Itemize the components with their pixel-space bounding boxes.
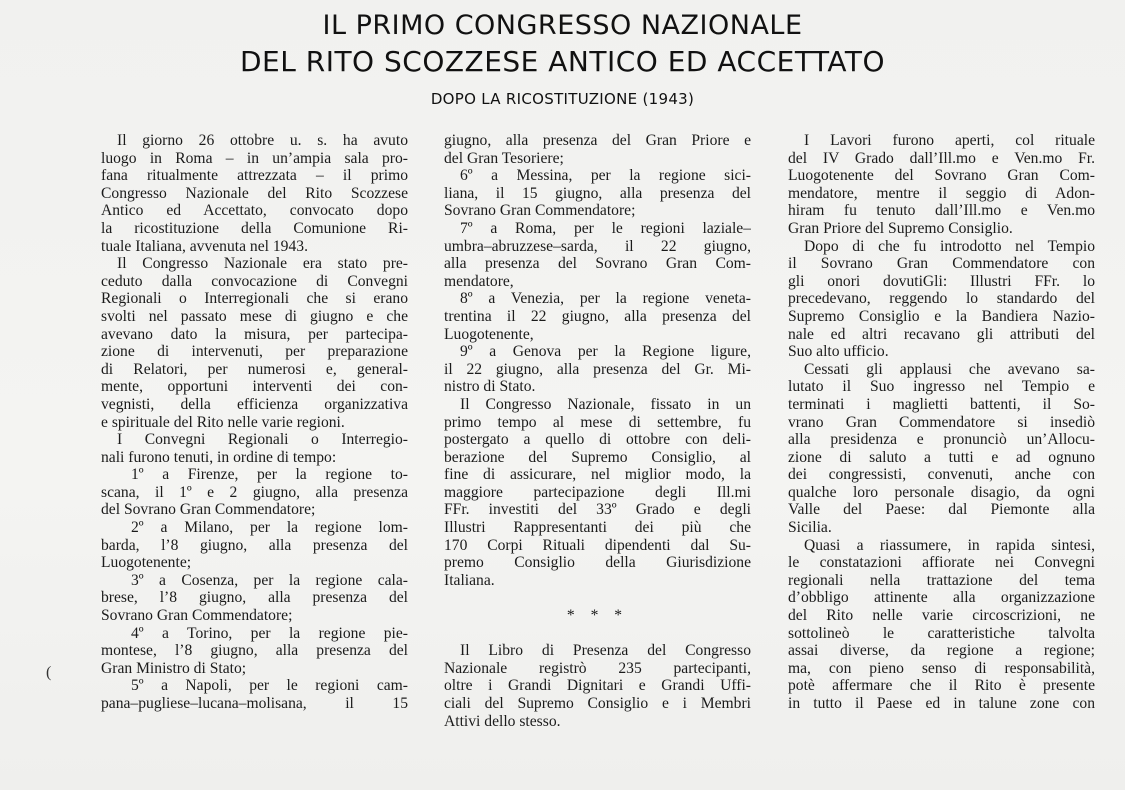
text-line: 1º a Firenze, per la regione to- <box>131 466 408 484</box>
text-line: 6º a Messina, per la regione sici- <box>460 167 751 185</box>
text-line: gli onori dovutiGli: Illustri FFr. lo <box>788 272 1095 290</box>
text-line: 8º a Venezia, per la regione veneta- <box>460 290 751 308</box>
text-line: mendatore, <box>444 272 514 290</box>
text-line: ciali del Supremo Consiglio e i Membri <box>444 695 751 712</box>
text-line: potè affermare che il Rito è presente <box>788 677 1095 695</box>
text-line: Sicilia. <box>788 519 832 537</box>
text-line: Suo alto ufficio. <box>788 343 889 361</box>
text-line: qualche loro personale disagio, da ogni <box>788 483 1095 501</box>
text-line: umbra–abruzzese–sarda, il 22 giugno, <box>444 237 751 255</box>
text-line: Il giorno 26 ottobre u. s. ha avuto <box>117 132 408 149</box>
text-line: brese, l’8 giugno, alla presenza del <box>101 589 408 607</box>
text-line: del Rito nelle varie circoscrizioni, ne <box>788 607 1095 625</box>
text-line: svolti nel passato mese di giugno e che <box>101 307 408 325</box>
text-line: avevano dato la misura, per partecipa- <box>101 325 408 343</box>
text-line: lutato il Suo ingresso nel Tempio e <box>788 378 1095 396</box>
text-line: ma, con pieno senso di responsabilità, <box>788 659 1095 677</box>
text-line: 2º a Milano, per la regione lom- <box>131 519 408 537</box>
article-title-line-1: IL PRIMO CONGRESSO NAZIONALE <box>322 10 803 41</box>
text-line: del Sovrano Gran Commendatore; <box>101 501 316 519</box>
text-line: Sovrano Gran Commendatore; <box>101 607 293 625</box>
margin-mark: ( <box>46 664 52 681</box>
text-line: regionali nella trattazione del tema <box>788 571 1095 589</box>
text-line: scana, il 1º e 2 giugno, alla presenza <box>101 483 408 501</box>
text-line: e spirituale del Rito nelle varie regioni. <box>101 413 345 431</box>
text-line: 170 Corpi Rituali dipendenti dal Su- <box>444 536 751 554</box>
text-line: Attivi dello stesso. <box>444 712 561 730</box>
text-line: ceduto dalla convocazione di Convegni <box>101 272 408 290</box>
text-line: del Gran Tesoriere; <box>444 149 564 167</box>
text-line: Cessati gli applausi che avevano sa- <box>804 360 1095 378</box>
text-line: Nazionale registrò 235 partecipanti, <box>444 659 751 677</box>
text-line: hiram fu tenuto dall’Ill.mo e Ven.mo <box>788 202 1095 220</box>
text-line: del IV Grado dall’Ill.mo e Ven.mo Fr. <box>788 149 1095 167</box>
text-line: FFr. investiti del 33º Grado e degli <box>444 501 751 519</box>
text-line: mente, opportuni interventi dei con- <box>101 378 408 396</box>
text-line: primo tempo al mese di settembre, fu <box>444 413 751 431</box>
text-line: Gran Ministro di Stato; <box>101 659 247 677</box>
text-line: I Convegni Regionali o Interregio- <box>117 431 408 449</box>
text-line: berazione del Supremo Consiglio, al <box>444 448 751 466</box>
text-line: luogo in Roma – in un’ampia sala pro- <box>101 149 408 167</box>
text-line: Italiana. <box>444 571 495 589</box>
text-line: Sovrano Gran Commendatore; <box>444 202 636 220</box>
text-line: di Relatori, per numerosi e, general- <box>101 360 408 378</box>
text-line: terminati i maglietti battenti, il So- <box>788 395 1095 413</box>
text-line: Antico ed Accettato, convocato dopo <box>101 202 408 220</box>
text-line: fana ritualmente attrezzata – il primo <box>101 167 408 185</box>
text-line: Luogotenente; <box>101 554 192 572</box>
text-line: il Sovrano Gran Commendatore con <box>788 255 1095 273</box>
text-line: Supremo Consiglio e la Bandiera Nazio- <box>788 307 1095 325</box>
text-line: 7º a Roma, per le regioni laziale– <box>460 219 751 237</box>
text-line: postergato a quello di ottobre con deli- <box>444 431 751 449</box>
text-line: alla presidenza e pronunciò un’Allocu- <box>788 431 1095 449</box>
text-line: Illustri Rappresentanti dei più che <box>444 519 751 537</box>
text-line: Luogotenente, <box>444 325 534 343</box>
text-line: Luogotenente del Sovrano Gran Com- <box>788 167 1095 185</box>
text-line: Il Congresso Nazionale era stato pre- <box>117 255 408 273</box>
text-line: maggiore partecipazione degli Ill.mi <box>444 483 751 501</box>
text-line: assai diverse, da regione a regione; <box>788 642 1095 660</box>
text-line: barda, l’8 giugno, alla presenza del <box>101 536 408 554</box>
text-line: in tutto il Paese ed in talune zone con <box>788 695 1095 712</box>
text-line: d’obbligo attinente alla organizzazione <box>788 589 1095 607</box>
text-line: 3º a Cosenza, per la regione cala- <box>131 571 408 589</box>
article-subtitle: DOPO LA RICOSTITUZIONE (1943) <box>430 90 695 108</box>
text-line: Dopo di che fu introdotto nel Tempio <box>804 237 1095 255</box>
text-line: liana, il 15 giugno, alla presenza del <box>444 184 751 202</box>
text-line: precedevano, reggendo lo standardo del <box>788 290 1095 308</box>
text-line: premo Consiglio della Giurisdizione <box>444 554 751 572</box>
text-line: vegnisti, della efficienza organizzativa <box>101 395 408 413</box>
text-line: dei congressisti, convenuti, anche con <box>788 466 1095 484</box>
text-line: il 22 giugno, alla presenza del Gr. Mi- <box>444 360 751 378</box>
text-line: fine di assicurare, nel miglior modo, la <box>444 466 751 484</box>
text-line: la ricostituzione della Comunione Ri- <box>101 219 408 237</box>
text-column-1 <box>101 132 408 713</box>
text-line: Gran Priore del Supremo Consiglio. <box>788 219 1013 237</box>
article-title-line-2: DEL RITO SCOZZESE ANTICO ED ACCETTATO <box>239 45 885 78</box>
text-line: Congresso Nazionale del Rito Scozzese <box>101 184 408 202</box>
text-line: oltre i Grandi Dignitari e Grandi Uffi- <box>444 677 751 695</box>
text-line: nistro di Stato. <box>444 378 536 396</box>
text-line: pana–pugliese–lucana–molisana, il 15 <box>101 695 408 712</box>
text-line: 5º a Napoli, per le regioni cam- <box>131 677 408 695</box>
text-line: zione di saluto a tutti e ad ognuno <box>788 448 1095 466</box>
text-column-3 <box>788 132 1095 713</box>
text-line: giugno, alla presenza del Gran Priore e <box>444 132 751 149</box>
text-line: alla presenza del Sovrano Gran Com- <box>444 255 751 273</box>
text-line: montese, l’8 giugno, alla presenza del <box>101 642 408 660</box>
text-line: Valle del Paese: dal Piemonte alla <box>788 501 1095 519</box>
text-line: 4º a Torino, per la regione pie- <box>131 624 408 642</box>
text-line: sottolineò le caratteristiche talvolta <box>788 624 1095 642</box>
text-line: Regionali o Interregionali che si erano <box>101 290 408 308</box>
text-column-2 <box>444 132 751 730</box>
text-line: Il Congresso Nazionale, fissato in un <box>460 395 751 413</box>
text-line: nali furono tenuti, in ordine di tempo: <box>101 448 337 466</box>
text-line: * * * <box>566 607 629 625</box>
text-line: I Lavori furono aperti, col rituale <box>804 132 1095 149</box>
text-line: Quasi a riassumere, in rapida sintesi, <box>804 536 1095 554</box>
text-line: zione di intervenuti, per preparazione <box>101 343 408 361</box>
text-line: tuale Italiana, avvenuta nel 1943. <box>101 237 308 255</box>
text-line: vrano Gran Commendatore si insediò <box>788 413 1095 431</box>
text-line: le constatazioni affiorate nei Convegni <box>788 554 1095 572</box>
text-line: trentina il 22 giugno, alla presenza del <box>444 307 751 325</box>
text-line: nale ed altri recavano gli attributi del <box>788 325 1095 343</box>
text-line: 9º a Genova per la Regione ligure, <box>460 343 751 361</box>
text-line: mendatore, mentre il seggio di Adon- <box>788 184 1095 202</box>
text-line: Il Libro di Presenza del Congresso <box>460 642 751 660</box>
